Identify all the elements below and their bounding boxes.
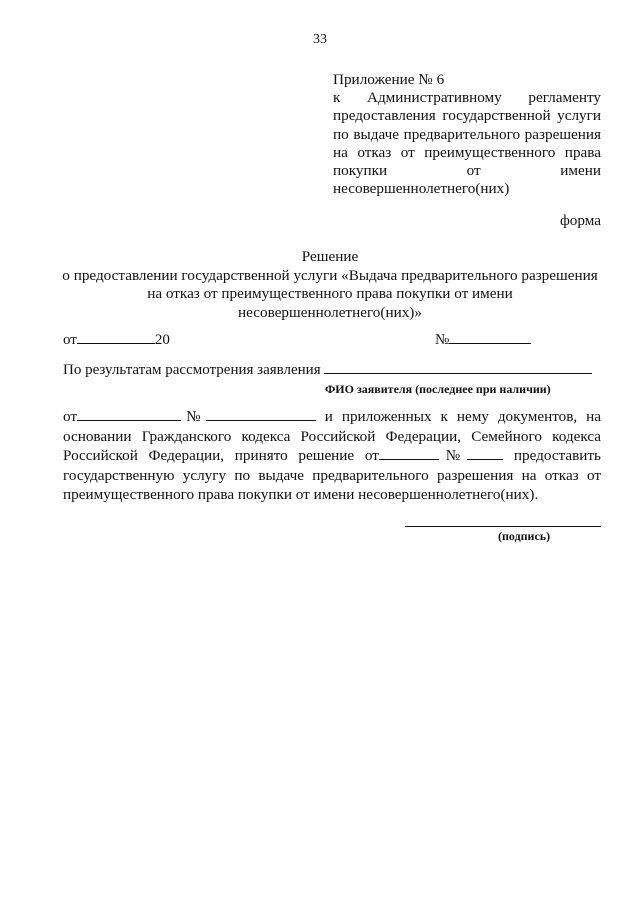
review-block — [63, 360, 603, 398]
number-row — [435, 330, 531, 349]
appendix-line-4: по выдаче предварительного разрешения — [333, 125, 601, 143]
title-line-3: несовершеннолетнего(них)» — [238, 303, 422, 321]
review-line — [63, 360, 603, 379]
title-line-2: на отказ от преимущественного права покупки от имени — [147, 285, 513, 302]
appendix-line-6: покупки от имени — [333, 162, 601, 180]
body-date-blank — [77, 407, 181, 421]
body-number-blank — [206, 407, 316, 421]
date-blank — [77, 330, 155, 344]
number-label: № — [435, 332, 450, 348]
document-title — [40, 248, 620, 322]
appendix-line-1: Приложение № 6 — [333, 71, 445, 88]
date-from-label: от — [63, 332, 77, 348]
decision-date-blank — [379, 446, 439, 460]
appendix-line-2: к Административному регламенту — [333, 89, 601, 107]
year-prefix: 20 — [154, 332, 170, 348]
appendix-line-3: предоставления государственной услуги — [333, 107, 601, 125]
appendix-line-7: несовершеннолетнего(них) — [333, 180, 510, 198]
title-line-1: о предоставлении государственной услуги «Выдача предварительного разрешения — [62, 266, 598, 284]
body-line-3-end: предоставить — [513, 447, 601, 465]
decision-no-label: № — [438, 447, 468, 465]
body-line-1-text: и приложенных к нему документов, на — [324, 408, 601, 425]
body-line-2: основании Гражданского кодекса Российской Федерации, Семейного кодекса — [63, 427, 601, 445]
review-caption-wrap — [63, 381, 603, 398]
date-row — [63, 330, 170, 349]
page-number: 33 — [313, 32, 327, 47]
signature-line — [405, 525, 601, 527]
appendix-header — [333, 71, 601, 198]
title-heading: Решение — [301, 248, 359, 265]
appendix-line-5: на отказ от преимущественного права — [333, 143, 601, 161]
decision-body — [63, 407, 601, 505]
decision-number-blank — [467, 446, 503, 460]
applicant-name-caption: ФИО заявителя (последнее при наличии) — [325, 382, 551, 396]
body-line-1 — [63, 407, 601, 427]
signature-caption: (подпись) — [498, 529, 551, 543]
body-line-4: государственную услугу по выдаче предварительного разрешения на отказ от — [63, 466, 601, 484]
body-line-5: преимущественного права покупки от имени несовершеннолетнего(них). — [63, 486, 539, 504]
review-label: По результатам рассмотрения заявления — [63, 362, 321, 378]
body-line-3-text: Российской Федерации, принято решение от — [63, 447, 379, 465]
form-label: форма — [559, 212, 601, 229]
body-line-3 — [63, 446, 601, 466]
body-from-label: от — [63, 408, 78, 425]
applicant-name-blank — [324, 360, 592, 374]
body-no-label: № — [181, 408, 206, 425]
number-blank — [449, 330, 531, 344]
